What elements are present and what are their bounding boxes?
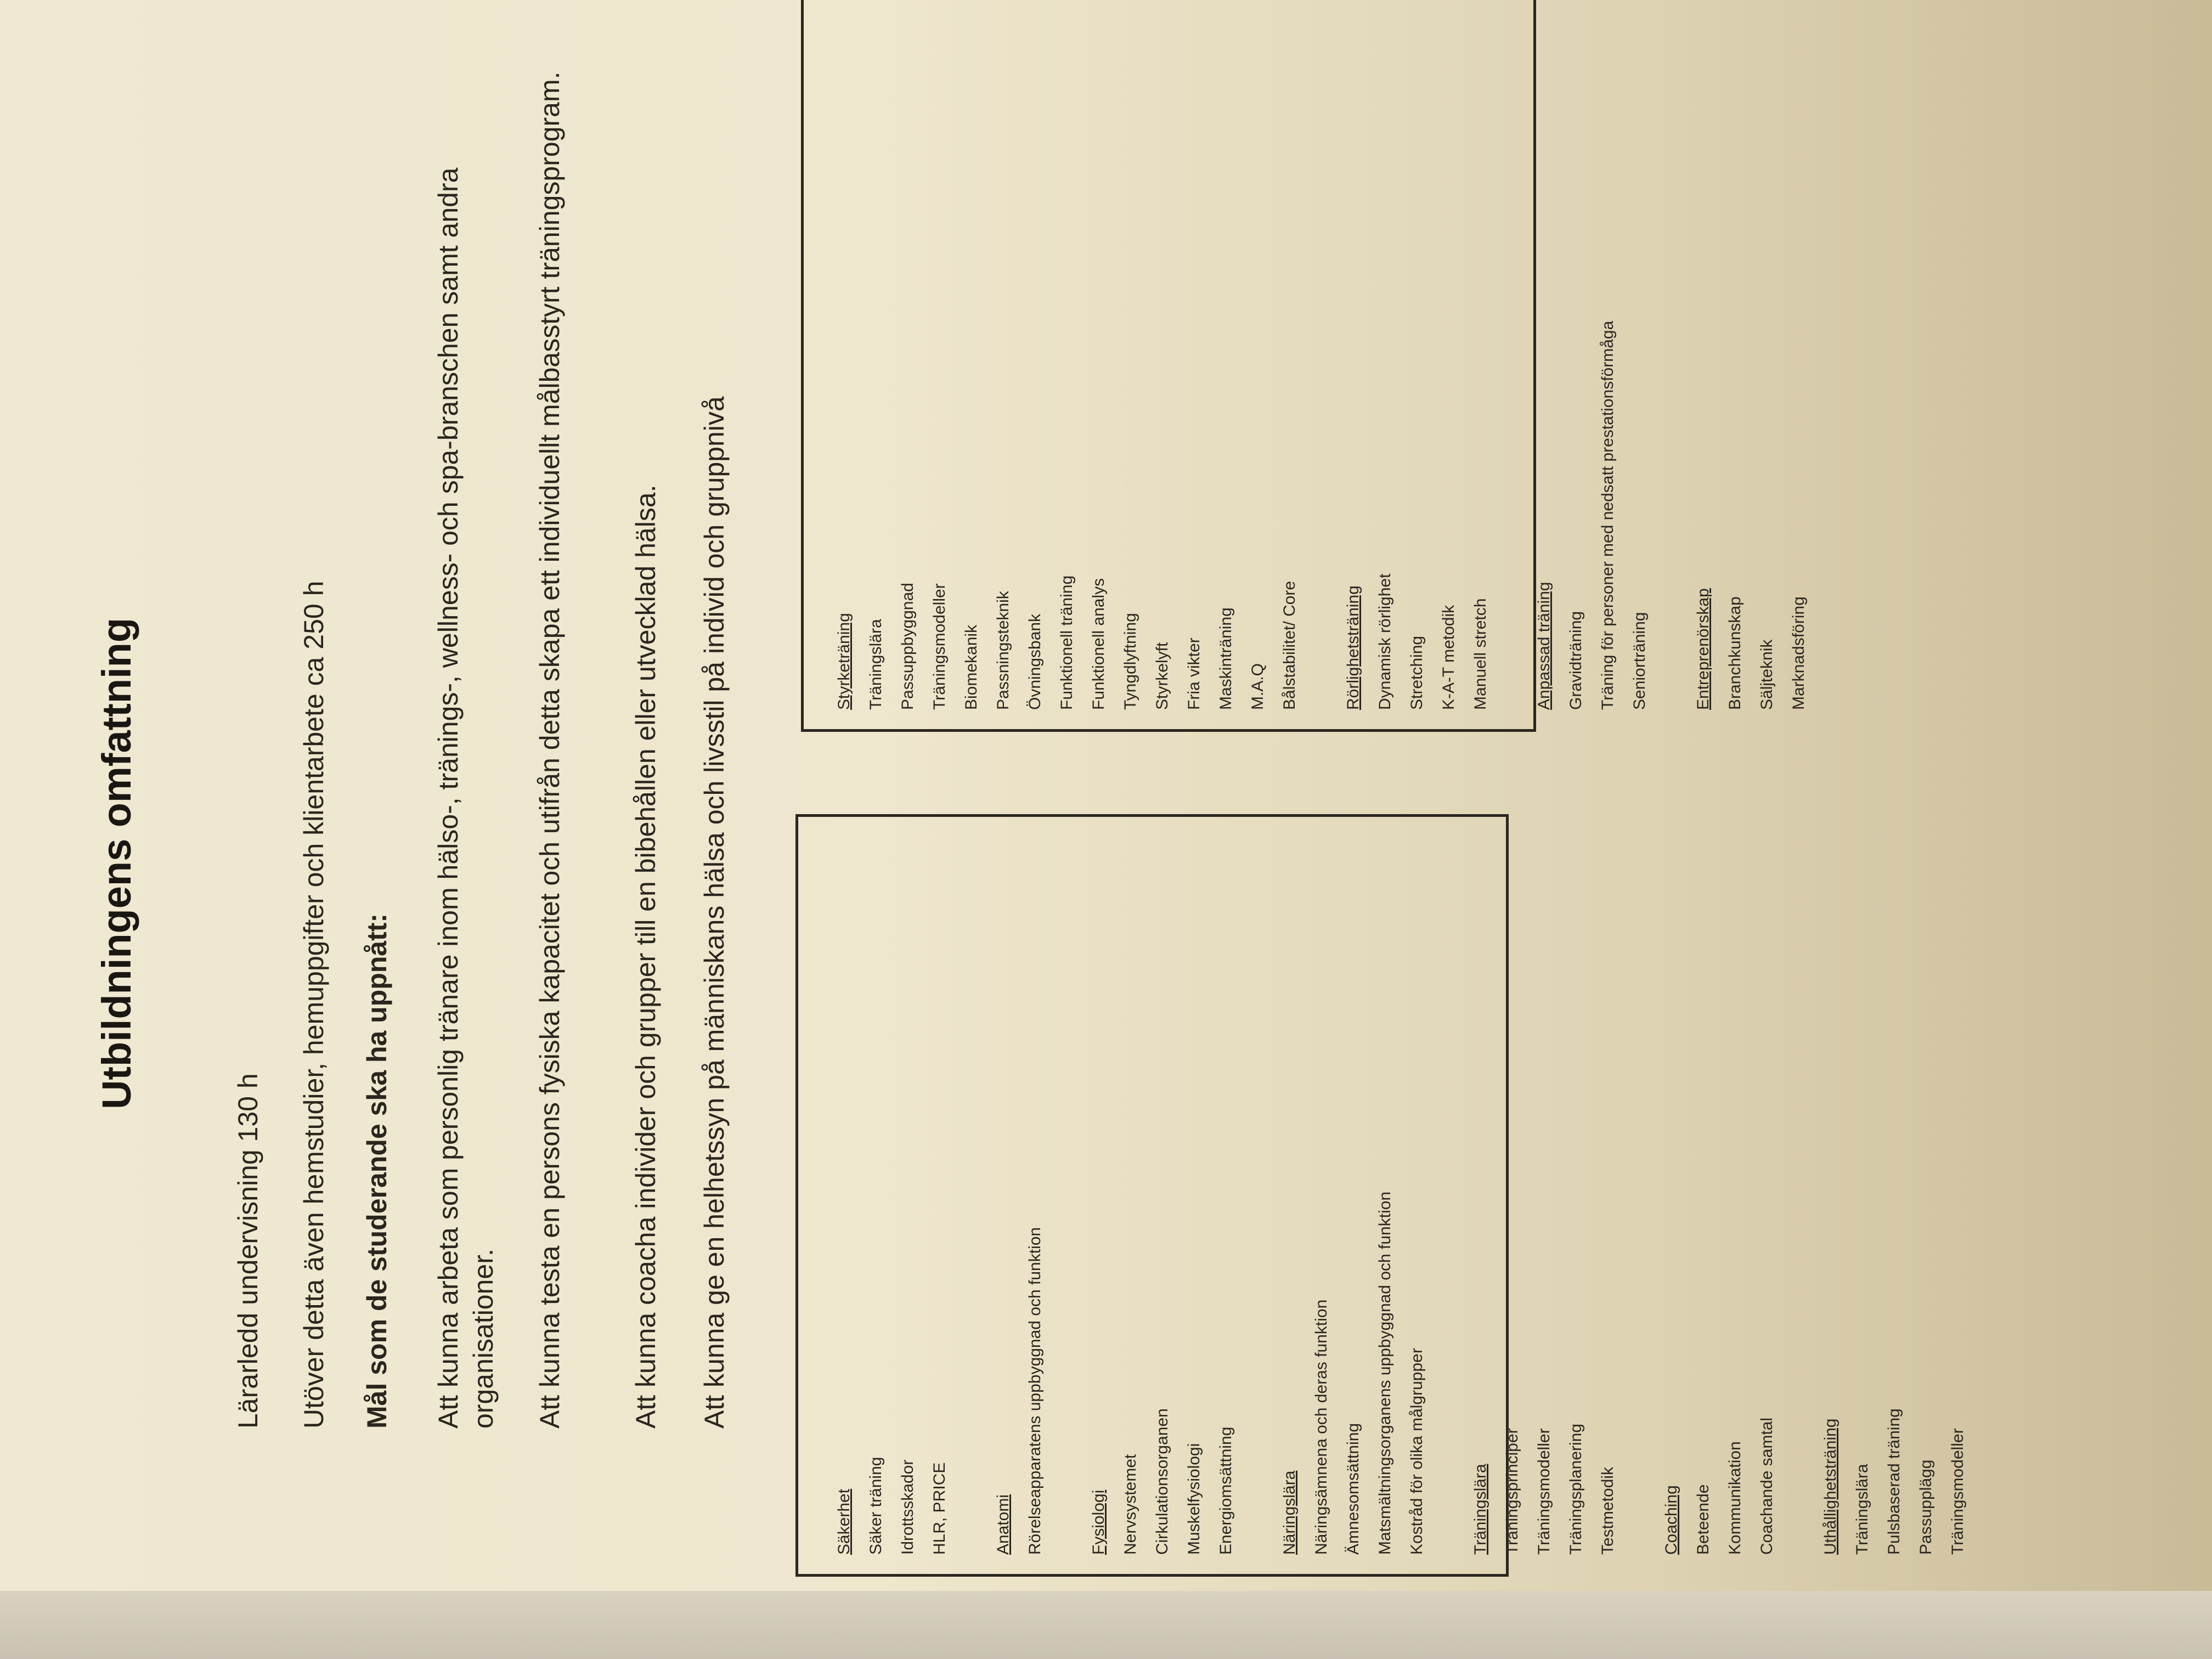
paragraph-teaching-hours: Lärarledd undervisning 130 h [233, 1073, 263, 1429]
topic-heading: Näringslära [1280, 1470, 1299, 1555]
topic-item: Gravidträning [1567, 611, 1585, 710]
topic-item: Träningsprinciper [1503, 1428, 1521, 1555]
topic-section [1465, 1192, 1624, 1555]
topic-item: Testmetodik [1599, 1466, 1617, 1555]
topic-section [1815, 1192, 1974, 1555]
topic-heading: Rörlighetsträning [1344, 585, 1362, 710]
topic-section [828, 321, 1306, 710]
topic-section [988, 1192, 1051, 1555]
topic-section [1528, 321, 1656, 710]
left-topic-list [828, 1192, 2006, 1555]
topic-item: Muskelfysiologi [1185, 1443, 1203, 1555]
topic-item: Marknadsföring [1790, 596, 1808, 710]
topic-section [1274, 1192, 1433, 1555]
topic-item: Kommunikation [1726, 1441, 1744, 1555]
topic-section [1688, 321, 1815, 710]
topic-heading: Säkerhet [835, 1488, 853, 1555]
topic-item: M.A.Q [1249, 663, 1267, 710]
topic-item: Dynamisk rörlighet [1376, 573, 1394, 710]
topic-section [1338, 321, 1497, 710]
topic-item: Kostråd för olika målgrupper [1408, 1348, 1426, 1555]
right-topic-list [828, 321, 1847, 710]
topic-item: Säljteknik [1758, 639, 1776, 710]
topic-item: Träningsplanering [1567, 1423, 1585, 1555]
topic-section [828, 1192, 956, 1555]
topic-item: Passupplägg [1917, 1459, 1935, 1555]
topic-heading: Anpassad träning [1535, 582, 1553, 710]
topic-item: K-A-T metodik [1440, 605, 1458, 710]
topic-item: Energiomsättning [1217, 1426, 1235, 1555]
topic-item: Seniorträning [1630, 612, 1649, 710]
topic-item: Passuppbyggnad [899, 583, 917, 710]
topic-item: Coachande samtal [1758, 1417, 1776, 1555]
topic-section [1083, 1192, 1242, 1555]
topic-item: Idrottsskador [899, 1459, 917, 1555]
paragraph-goal-4: Att kunna ge en helhetssyn på människans hälsa och livsstil på individ och gruppnivå [699, 396, 730, 1429]
topic-item: Matsmältningsorganens uppbyggnad och funktion [1376, 1191, 1394, 1555]
topic-item: Träningsmodeller [1949, 1428, 1967, 1555]
topic-heading: Träningslära [1471, 1464, 1489, 1555]
topic-item: Styrkelyft [1153, 642, 1171, 710]
topic-heading: Fysiologi [1090, 1489, 1108, 1555]
document-title: Utbildningens omfattning [94, 617, 139, 1110]
topic-item: Träningsmodeller [930, 583, 949, 710]
topic-item: Fria vikter [1185, 637, 1203, 710]
topic-item: Träning för personer med nedsatt prestationsförmåga [1599, 320, 1617, 710]
topic-item: Funktionell analys [1090, 578, 1108, 710]
topic-item: Nervsystemet [1121, 1454, 1139, 1555]
topic-item: Rörelseapparatens uppbyggnad och funktion [1026, 1227, 1044, 1555]
topic-item: HLR, PRICE [930, 1462, 949, 1555]
topic-item: Träningslära [1853, 1464, 1871, 1555]
topic-item: Näringsämnena och deras funktion [1312, 1299, 1330, 1555]
topic-item: Träningslära [867, 619, 885, 710]
topic-item: Träningsmodeller [1535, 1428, 1553, 1555]
paragraph-goal-3: Att kunna coacha individer och grupper till en bibehållen eller utvecklad hälsa. [630, 484, 661, 1429]
topic-item: Tyngdlyftning [1121, 613, 1139, 710]
topic-item: Cirkulationsorganen [1153, 1408, 1171, 1555]
topic-item: Ämnesomsättning [1344, 1423, 1362, 1555]
paragraph-homework-hours: Utöver detta även hemstudier, hemuppgifter och klientarbete ca 250 h [298, 580, 329, 1429]
topic-item: Biomekanik [962, 624, 980, 710]
topic-item: Beteende [1694, 1484, 1712, 1555]
topic-item: Funktionell träning [1058, 575, 1076, 710]
topic-heading: Anatomi [994, 1494, 1012, 1555]
topic-heading: Styrketräning [835, 613, 853, 710]
topic-heading: Coaching [1662, 1485, 1680, 1555]
paragraph-goal-1: Att kunna arbeta som personlig tränare inom hälso-, tränings-, wellness- och spa-branschen samt andra organisationer. [433, 167, 499, 1429]
paragraph-goal-2: Att kunna testa en persons fysiska kapacitet och utifrån detta skapa ett individuellt målbasstyrt träningsprogram. [534, 71, 565, 1429]
topic-item: Manuell stretch [1471, 598, 1489, 710]
topic-item: Bålstabilitet/ Core [1280, 580, 1299, 710]
topic-item: Stretching [1408, 635, 1426, 710]
topic-item: Passningsteknik [994, 591, 1012, 710]
topic-item: Branchkunskap [1726, 596, 1744, 710]
topic-heading: Uthållighetsträning [1821, 1418, 1839, 1555]
topic-item: Övningsbank [1026, 613, 1044, 710]
topic-item: Pulsbaserad träning [1885, 1408, 1903, 1555]
paragraph-goals-heading: Mål som de studerande ska ha uppnått: [362, 913, 392, 1429]
topic-item: Säker träning [867, 1457, 885, 1555]
topic-section [1656, 1192, 1783, 1555]
topic-heading: Entreprenörskap [1694, 588, 1712, 710]
topic-item: Maskinträning [1217, 607, 1235, 710]
